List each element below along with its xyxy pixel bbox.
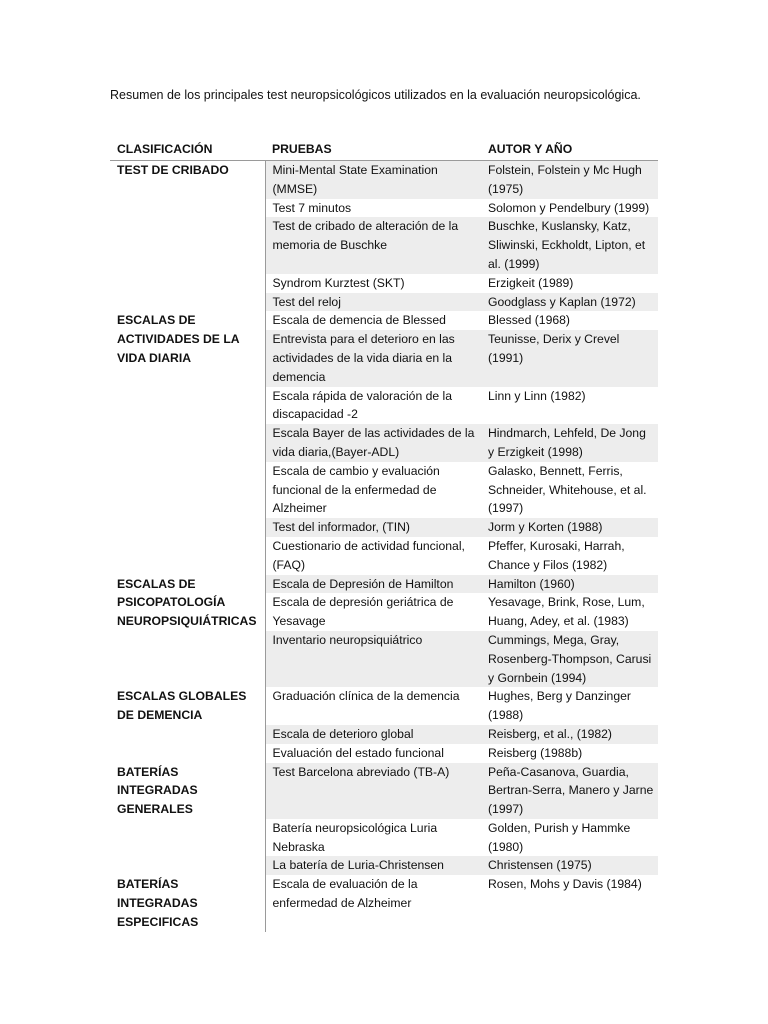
author-year-cell: Jorm y Korten (1988) [481, 518, 658, 537]
author-year-cell: Solomon y Pendelbury (1999) [481, 199, 658, 218]
header-classification: CLASIFICACIÓN [110, 140, 265, 161]
author-year-cell: Hindmarch, Lehfeld, De Jong y Erzigkeit (1998) [481, 424, 658, 462]
author-year-cell: Buschke, Kuslansky, Katz, Sliwinski, Eckholdt, Lipton, et al. (1999) [481, 217, 658, 273]
table-body [110, 161, 658, 932]
test-name-cell: Escala Bayer de las actividades de la vida diaria,(Bayer-ADL) [265, 424, 481, 462]
author-year-cell: Pfeffer, Kurosaki, Harrah, Chance y Filos (1982) [481, 537, 658, 575]
test-name-cell: Test de cribado de alteración de la memoria de Buschke [265, 217, 481, 273]
test-name-cell: Mini-Mental State Examination (MMSE) [265, 161, 481, 199]
author-year-cell: Rosen, Mohs y Davis (1984) [481, 875, 658, 931]
author-year-cell: Blessed (1968) [481, 311, 658, 330]
test-name-cell: Test del informador, (TIN) [265, 518, 481, 537]
author-year-cell: Hughes, Berg y Danzinger (1988) [481, 687, 658, 725]
test-name-cell: Escala de evaluación de la enfermedad de Alzheimer [265, 875, 481, 931]
test-name-cell: Syndrom Kurztest (SKT) [265, 274, 481, 293]
table-row [110, 875, 658, 931]
category-cell: ESCALAS DE ACTIVIDADES DE LA VIDA DIARIA [110, 311, 265, 574]
author-year-cell: Peña-Casanova, Guardia, Bertran-Serra, Manero y Jarne (1997) [481, 763, 658, 819]
author-year-cell: Yesavage, Brink, Rose, Lum, Huang, Adey, et al. (1983) [481, 593, 658, 631]
author-year-cell: Cummings, Mega, Gray, Rosenberg-Thompson, Carusi y Gornbein (1994) [481, 631, 658, 687]
test-name-cell: Escala de deterioro global [265, 725, 481, 744]
test-name-cell: Entrevista para el deterioro en las actividades de la vida diaria en la demencia [265, 330, 481, 386]
category-cell: ESCALAS GLOBALES DE DEMENCIA [110, 687, 265, 762]
author-year-cell: Reisberg, et al., (1982) [481, 725, 658, 744]
test-name-cell: Cuestionario de actividad funcional, (FAQ) [265, 537, 481, 575]
test-name-cell: Inventario neuropsiquiátrico [265, 631, 481, 687]
author-year-cell: Linn y Linn (1982) [481, 387, 658, 425]
test-name-cell: Escala de depresión geriátrica de Yesavage [265, 593, 481, 631]
test-name-cell: Escala de cambio y evaluación funcional de la enfermedad de Alzheimer [265, 462, 481, 518]
author-year-cell: Erzigkeit (1989) [481, 274, 658, 293]
test-name-cell: Batería neuropsicológica Luria Nebraska [265, 819, 481, 857]
table-row [110, 687, 658, 725]
table-row [110, 763, 658, 819]
author-year-cell: Teunisse, Derix y Crevel (1991) [481, 330, 658, 386]
test-name-cell: La batería de Luria-Christensen [265, 856, 481, 875]
header-author-year: AUTOR Y AÑO [481, 140, 658, 161]
test-name-cell: Escala de Depresión de Hamilton [265, 575, 481, 594]
test-name-cell: Test del reloj [265, 293, 481, 312]
table-row [110, 161, 658, 199]
author-year-cell: Folstein, Folstein y Mc Hugh (1975) [481, 161, 658, 199]
category-cell: ESCALAS DE PSICOPATOLOGÍA NEUROPSIQUIÁTRICAS [110, 575, 265, 688]
test-name-cell: Test Barcelona abreviado (TB-A) [265, 763, 481, 819]
author-year-cell: Golden, Purish y Hammke (1980) [481, 819, 658, 857]
author-year-cell: Reisberg (1988b) [481, 744, 658, 763]
author-year-cell: Goodglass y Kaplan (1972) [481, 293, 658, 312]
table-header-row [110, 140, 658, 161]
test-name-cell: Test 7 minutos [265, 199, 481, 218]
test-name-cell: Evaluación del estado funcional [265, 744, 481, 763]
category-cell: BATERÍAS INTEGRADAS ESPECIFICAS [110, 875, 265, 931]
test-name-cell: Escala rápida de valoración de la discapacidad -2 [265, 387, 481, 425]
category-cell: BATERÍAS INTEGRADAS GENERALES [110, 763, 265, 876]
document-caption: Resumen de los principales test neuropsicológicos utilizados en la evaluación neuropsicológica. [110, 88, 641, 102]
author-year-cell: Galasko, Bennett, Ferris, Schneider, Whitehouse, et al. (1997) [481, 462, 658, 518]
test-name-cell: Escala de demencia de Blessed [265, 311, 481, 330]
category-cell: TEST DE CRIBADO [110, 161, 265, 312]
test-summary-table [110, 140, 658, 932]
header-tests: PRUEBAS [265, 140, 481, 161]
table-row [110, 575, 658, 594]
author-year-cell: Christensen (1975) [481, 856, 658, 875]
table-row [110, 311, 658, 330]
test-name-cell: Graduación clínica de la demencia [265, 687, 481, 725]
author-year-cell: Hamilton (1960) [481, 575, 658, 594]
